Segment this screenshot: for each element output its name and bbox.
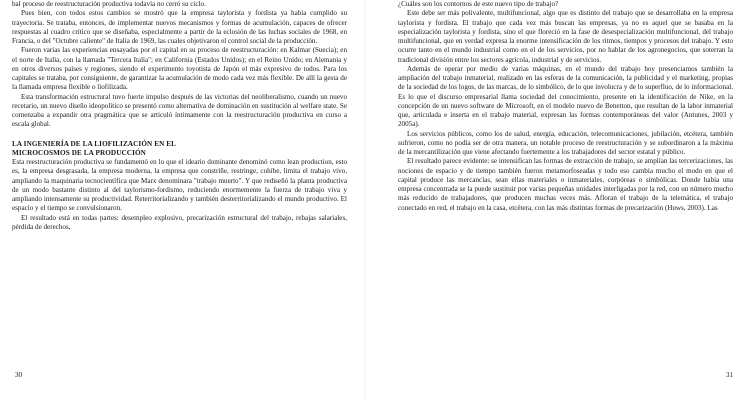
page-number-right: 31 xyxy=(726,371,733,379)
right-body-text xyxy=(398,0,733,213)
paragraph: Esta transformación estructural tuvo fuerte impulso después de las victorias del neoliberalismo, cuando un nuevo recetario, un nuevo diseño ideopolítico se presentó como alternativa de dominación en sustitución al welfare state. Se comenzaba a expandir otra pragmática que se articuló íntimamente con la reestructuración productiva en curso a escala global. xyxy=(12,92,347,129)
page-gutter xyxy=(364,0,366,400)
section-heading xyxy=(12,140,347,159)
left-body-text xyxy=(12,0,347,130)
paragraph: bal proceso de reestructuración productiva todavía no cerró su ciclo. xyxy=(12,0,206,8)
paragraph: ¿Cuáles son los contornos de este nuevo tipo de trabajo? xyxy=(398,0,559,8)
section-heading-line-2: MICROCOSMOS DE LA PRODUCCIÓN xyxy=(12,148,146,157)
paragraph: Este debe ser más polivalente, multifuncional, algo que es distinto del trabajo que se desarrollaba en la empresa taylorista y fordista. El trabajo que cada vez más buscan las empresas, ya no es aquel que se basaba en la especialización taylorista y fordista, sino el que floreció en la fase de desespecialización multifuncional, del trabajo multifuncional, que en verdad expresa la enorme intensificación de los ritmos, tiempos y procesos del trabajo. Y esto ocurre tanto en el mundo industrial como en el de los servicios, por no hablar de los agronegocios, que soterran la tradicional división entre los sectores agrícola, industrial y de servicios. xyxy=(398,9,733,64)
left-body-text-continued xyxy=(12,158,347,232)
paragraph: El resultado está en todas partes: desempleo explosivo, precarización estructural del trabajo, rebajas salariales, pérdida de derechos, xyxy=(12,213,347,231)
paragraph: Esta reestructuración productiva se fundamentó en lo que el ideario dominante denominó como lean production, esto es, la empresa desgrasada, la empresa moderna, la empresa que constriñe, restringe, cohíbe, limita el trabajo vivo, ampliando la maquinaria tecnocientífica que Marx denominara "trabajo muerto". Y que rediseñó la planta productiva de un modo bastante distinto al del taylorismo-fordismo, reduciendo enormemente la fuerza de trabajo viva y ampliando intensamente su productividad. Reterritorializando y también desterritorializando el mundo productivo. El espacio y el tiempo se convulsionaron. xyxy=(12,158,347,213)
paragraph: Pues bien, con todos estos cambios se mostró que la empresa taylorista y fordista ya había cumplido su trayectoria. Se trataba, entonces, de implementar nuevos mecanismos y formas de acumulación, capaces de ofrecer respuestas al cuadro crítico que se diseñaba, especialmente a partir de la eclosión de las luchas sociales de 1968, en Francia, o del "Octubre caliente" de Italia de 1969, las cuales objetivaron el control social de la producción. xyxy=(12,9,347,45)
paragraph: Además de operar por medio de varias máquinas, en el mundo del trabajo hoy presenciamos también la ampliación del trabajo inmaterial, realizado en las esferas de la comunicación, la publicidad y el marketing, propias de la sociedad de los logos, de las marcas, de lo simbólico, de lo que involucra y de lo superfluo, de lo informacional. Es lo que el discurso empresarial llama sociedad del conocimiento, presente en la identificación de Nike, en la concepción de un nuevo software de Microsoft, en el modelo nuevo de Benetton, que resultan de la labor inmaterial que, articulada e inserta en el trabajo material, expresan las formas contemporáneas del valor (Antunes, 2003 y 2005a). xyxy=(398,64,733,129)
right-page xyxy=(398,0,733,400)
paragraph: El resultado parece evidente: se intensifican las formas de extracción de trabajo, se amplían las tercerizaciones, las nociones de espacio y de tiempo también fueron metamorfoseadas y todo eso cambia mucho el modo en que el capital produce las mercancías, sean ellas materiales o inmateriales, corpóreas o simbólicas. Donde había una empresa concentrada se la puede sustituir por varias pequeñas unidades interligadas por la red, con un número mucho más reducido de trabajadores, que producen muchas veces más. Afloran el trabajo de la telemática, el trabajo conectado en red, el trabajo en la casa, etcétera, con las más distintas formas de precarización (Huws, 2003). Las xyxy=(398,157,733,212)
section-heading-line-1: LA INGENIERÍA DE LA LIOFILIZACIÓN EN EL xyxy=(12,139,177,148)
left-page xyxy=(12,0,347,400)
paragraph: Los servicios públicos, como los de salud, energía, educación, telecomunicaciones, jubilación, etcétera, también sufrieron, como no podía ser de otra manera, un notable proceso de reestructuración y se subordinaron a la máxima de la mercantilización que viene afectando fuertemente a los trabajadores del sector estatal y público. xyxy=(398,129,733,156)
paragraph: Fueron varias las experiencias ensayadas por el capital en su proceso de reestructuración: en Kalmar (Suecia); en el norte de Italia, con la llamada "Tercera Italia"; en California (Estados Unidos); en el Reino Unido; en Alemania y en otros diversos países y regiones, siendo el experimento toyotista de Japón el más expresivo de todos. Para los capitales se trataba, por consiguiente, de garantizar la acumulación de modo cada vez más flexible. De allí la gesta de la llamada empresa flexible o liofilizada. xyxy=(12,46,347,92)
page-number-left: 30 xyxy=(15,371,22,379)
